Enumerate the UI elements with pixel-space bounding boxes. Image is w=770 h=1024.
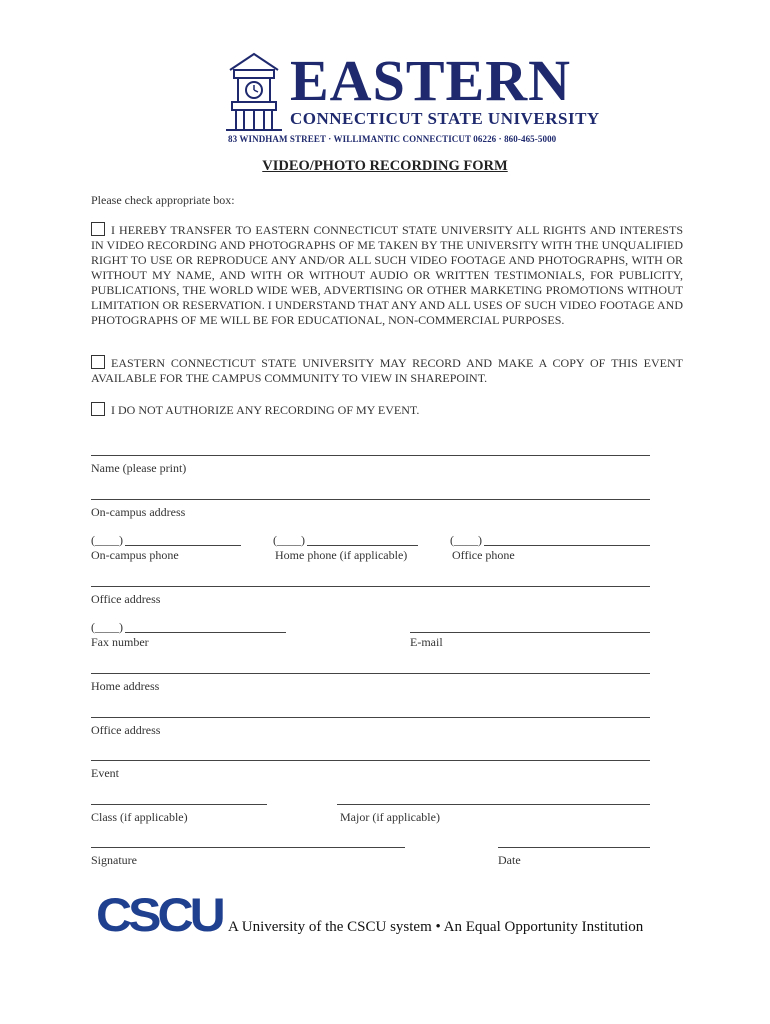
event-field[interactable]	[91, 760, 650, 761]
checkbox-icon[interactable]	[91, 355, 105, 369]
name-label: Name (please print)	[91, 461, 187, 475]
office-address-field[interactable]	[91, 586, 650, 587]
option-no-recording	[91, 402, 683, 418]
option-sharepoint	[91, 355, 683, 386]
home-phone-area-code: (____)	[273, 533, 305, 547]
instruction-text: Please check appropriate box:	[91, 193, 235, 207]
email-label: E-mail	[410, 635, 443, 649]
home-phone-label: Home phone (if applicable)	[275, 548, 408, 562]
class-field[interactable]	[91, 804, 267, 805]
university-subwordmark: CONNECTICUT STATE UNIVERSITY	[290, 109, 600, 128]
class-label: Class (if applicable)	[91, 810, 188, 824]
oncampus-address-label: On-campus address	[91, 505, 186, 519]
date-field[interactable]	[498, 847, 650, 848]
oncampus-phone-area-code: (____)	[91, 533, 123, 547]
office-address-label: Office address	[91, 592, 161, 606]
checkbox-icon[interactable]	[91, 222, 105, 236]
oncampus-phone-field[interactable]	[125, 545, 241, 546]
event-label: Event	[91, 766, 119, 780]
fax-area-code: (____)	[91, 620, 123, 634]
option-sharepoint-text: EASTERN CONNECTICUT STATE UNIVERSITY MAY RECORD AND MAKE A COPY OF THIS EVENT AVAILABLE FOR THE CAMPUS COMMUNITY TO VIEW IN SHAREPOINT.	[91, 356, 683, 385]
home-phone-field[interactable]	[307, 545, 418, 546]
home-address-field[interactable]	[91, 673, 650, 674]
footer-text: A University of the CSCU system • An Equal Opportunity Institution	[228, 919, 644, 935]
form-title: VIDEO/PHOTO RECORDING FORM	[262, 158, 508, 174]
office-phone-area-code: (____)	[450, 533, 482, 547]
oncampus-address-field[interactable]	[91, 499, 650, 500]
name-field[interactable]	[91, 455, 650, 456]
signature-field[interactable]	[91, 847, 405, 848]
cscu-logo: CSCU	[96, 888, 222, 942]
major-field[interactable]	[337, 804, 650, 805]
office-phone-field[interactable]	[484, 545, 650, 546]
home-address-label: Home address	[91, 679, 160, 693]
option-no-recording-text: I DO NOT AUTHORIZE ANY RECORDING OF MY EVENT.	[111, 403, 420, 417]
office-phone-label: Office phone	[452, 548, 515, 562]
university-wordmark: EASTERN	[290, 48, 571, 113]
signature-label: Signature	[91, 853, 137, 867]
date-label: Date	[498, 853, 521, 867]
university-address: 83 WINDHAM STREET · WILLIMANTIC CONNECTICUT 06226 · 860-465-5000	[228, 134, 557, 144]
office-address-2-field[interactable]	[91, 717, 650, 718]
email-field[interactable]	[410, 632, 650, 633]
fax-field[interactable]	[125, 632, 286, 633]
fax-label: Fax number	[91, 635, 149, 649]
clock-tower-logo-icon	[222, 50, 286, 132]
option-transfer-rights-text: I HEREBY TRANSFER TO EASTERN CONNECTICUT STATE UNIVERSITY ALL RIGHTS AND INTERESTS IN VIDEO RECORDING AND PHOTOGRAPHS OF ME TAKEN BY THE UNIVERSITY WITH THE UNQUALIFIED RIGHT TO USE OR REPRODUCE ANY AND/OR ALL SUCH VIDEO FOOTAGE AND PHOTOGRAPHS, WITH OR WITHOUT MY NAME, AND WITH OR WITHOUT AUDIO OR WRITTEN TESTIMONIALS, FOR PUBLICITY, PUBLICATIONS, THE WORLD WIDE WEB, ADVERTISING OR OTHER MARKETING PROMOTIONS WITHOUT LIMITATION OR RESERVATION. I UNDERSTAND THAT ANY AND ALL USES OF SUCH VIDEO FOOTAGE AND PHOTOGRAPHS OF ME WILL BE FOR EDUCATIONAL, NON-COMMERCIAL PURPOSES.	[91, 223, 683, 327]
option-transfer-rights	[91, 222, 683, 328]
office-address-2-label: Office address	[91, 723, 161, 737]
checkbox-icon[interactable]	[91, 402, 105, 416]
major-label: Major (if applicable)	[340, 810, 440, 824]
oncampus-phone-label: On-campus phone	[91, 548, 179, 562]
